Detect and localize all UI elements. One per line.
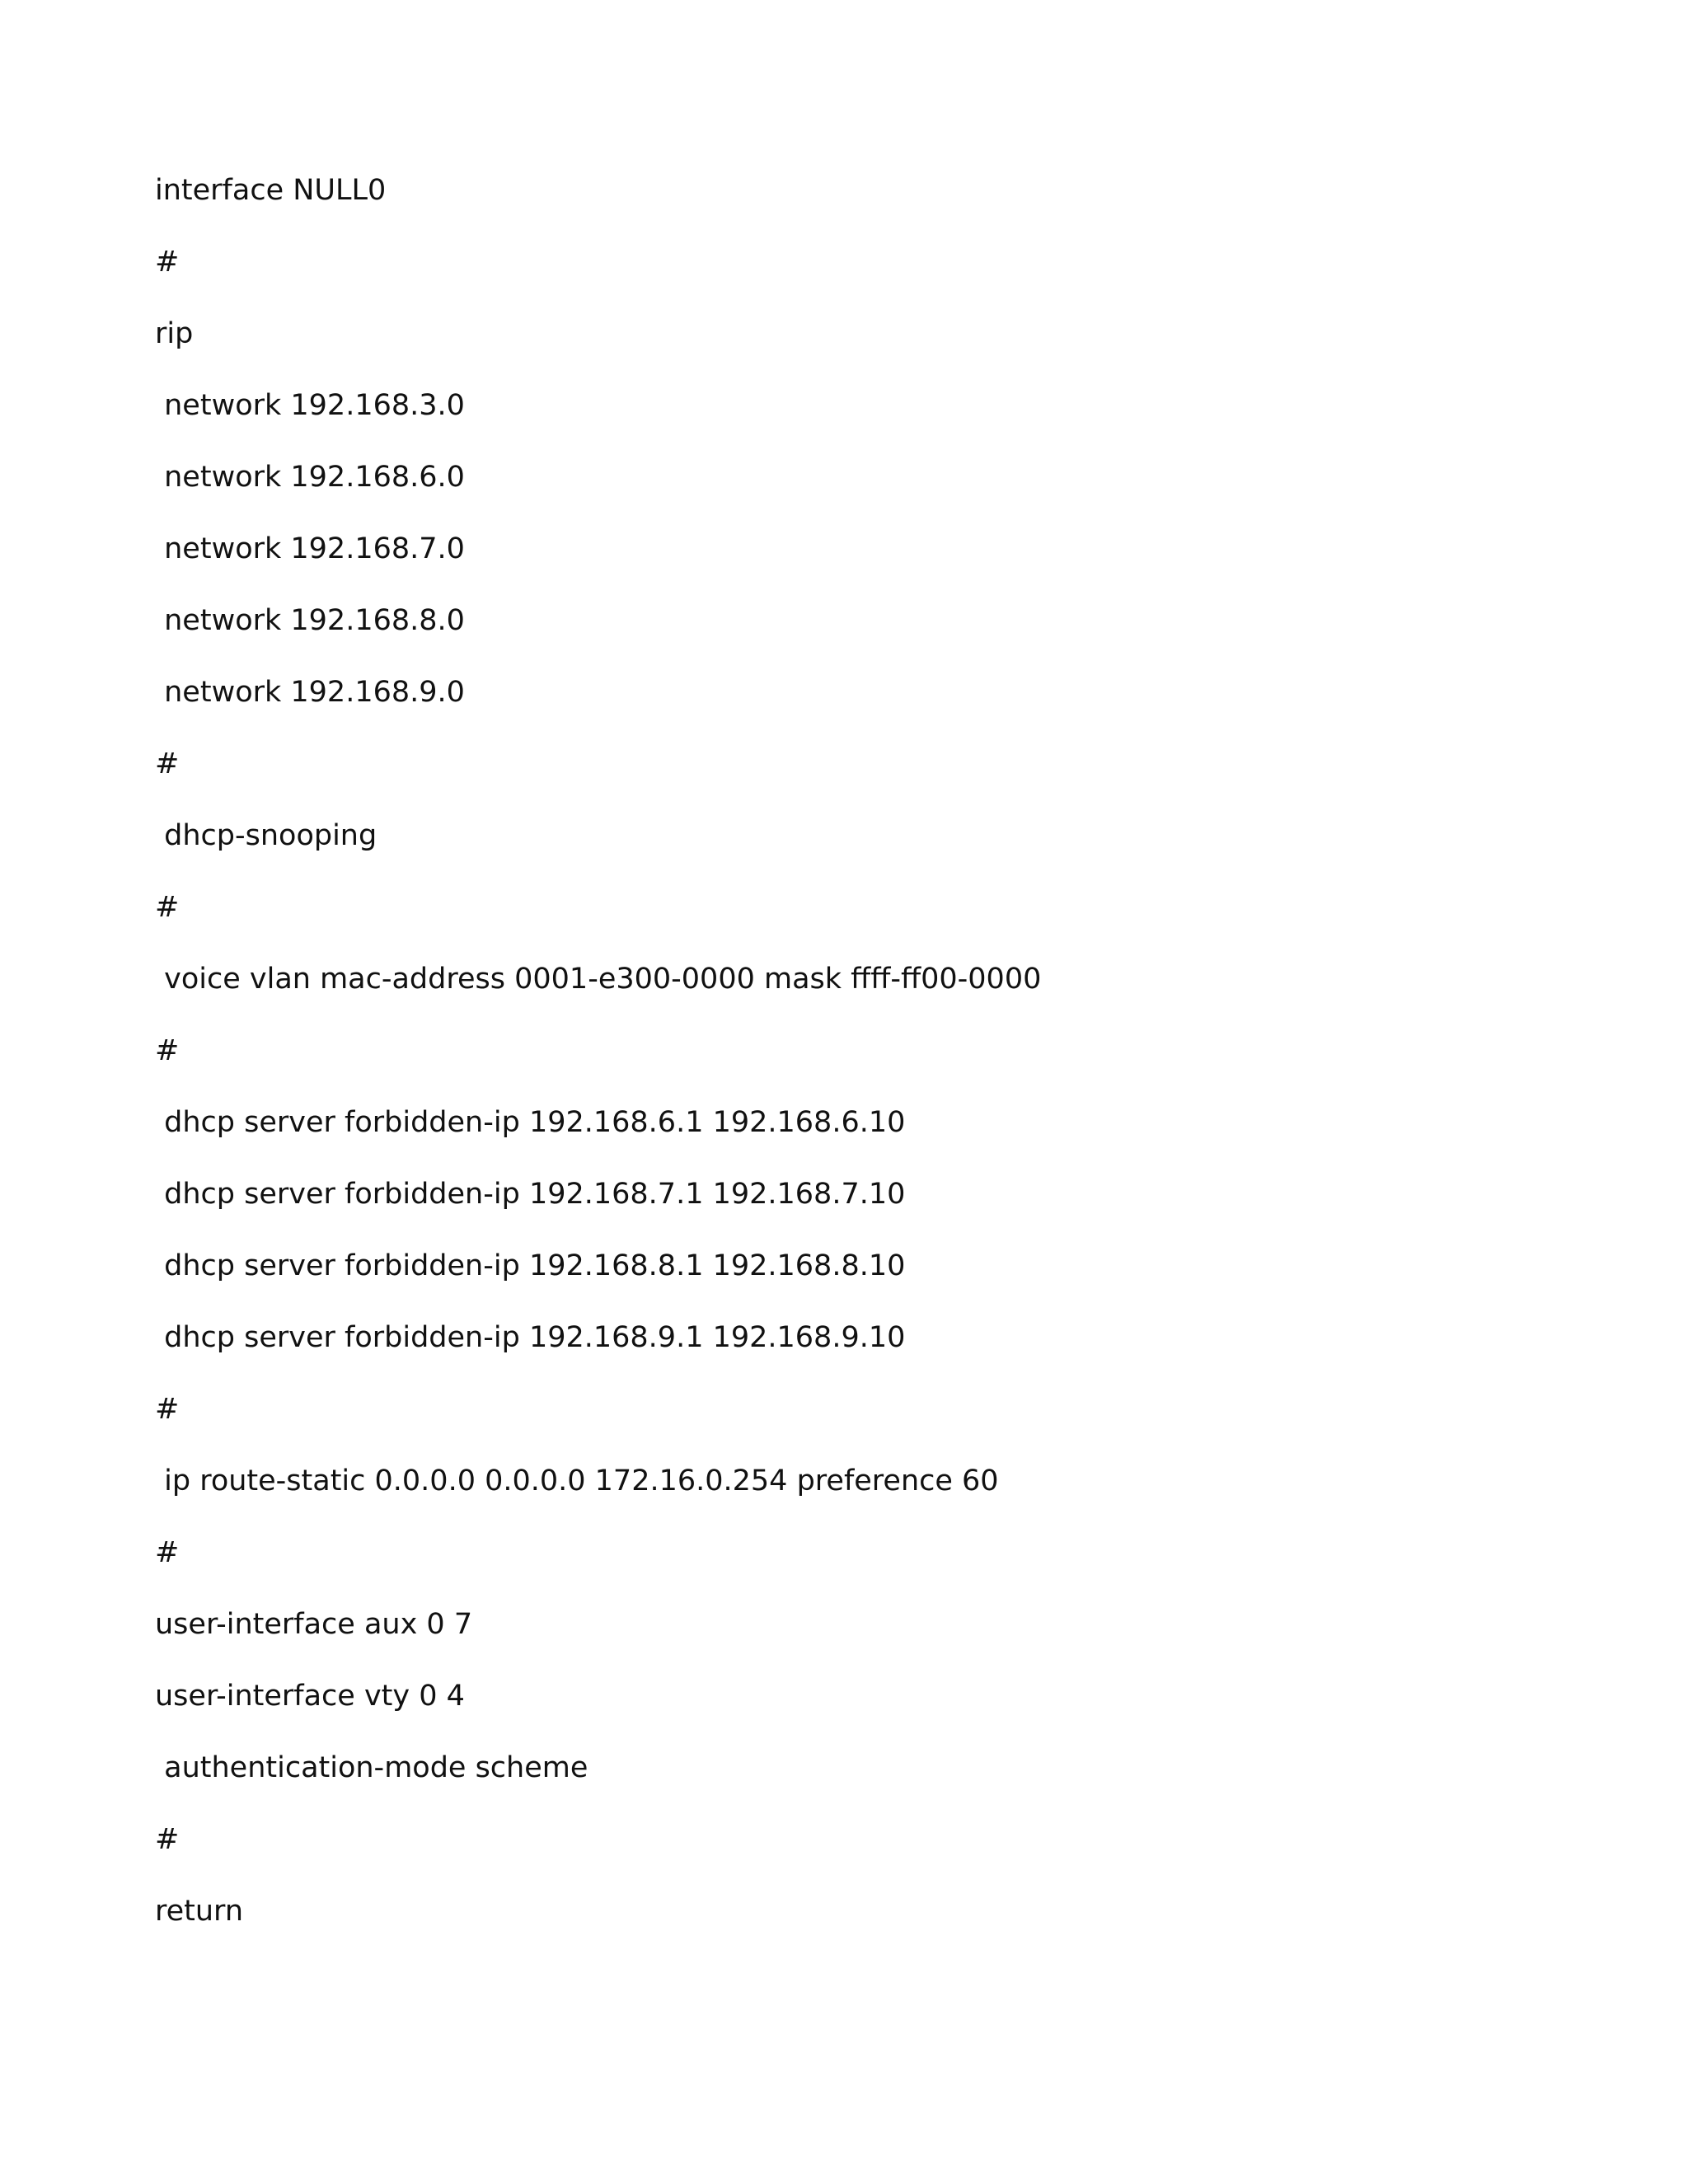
config-line: network 192.168.3.0 [155,389,465,422]
config-line: user-interface vty 0 4 [155,1680,465,1713]
config-line: voice vlan mac-address 0001-e300-0000 mask ffff-ff00-0000 [155,963,1042,996]
config-line: rip [155,317,194,350]
config-line: # [155,891,180,924]
config-line: dhcp server forbidden-ip 192.168.6.1 192.168.6.10 [155,1106,906,1139]
config-line: network 192.168.9.0 [155,676,465,709]
config-line: # [155,1034,180,1067]
config-line: network 192.168.8.0 [155,604,465,637]
config-line: dhcp-snooping [155,819,377,852]
config-line: authentication-mode scheme [155,1751,588,1784]
config-line: network 192.168.6.0 [155,461,465,494]
config-line: # [155,748,180,780]
config-line: network 192.168.7.0 [155,532,465,565]
config-line: # [155,1536,180,1569]
config-line: user-interface aux 0 7 [155,1608,473,1641]
config-line: # [155,1823,180,1856]
config-listing [155,155,1041,1947]
config-line: interface NULL0 [155,174,387,207]
config-line: # [155,1393,180,1426]
config-line: dhcp server forbidden-ip 192.168.9.1 192.168.9.10 [155,1321,906,1354]
config-line: dhcp server forbidden-ip 192.168.7.1 192.168.7.10 [155,1178,906,1211]
config-line: dhcp server forbidden-ip 192.168.8.1 192.168.8.10 [155,1249,906,1282]
config-line: return [155,1895,244,1928]
config-line: # [155,246,180,279]
config-line: ip route-static 0.0.0.0 0.0.0.0 172.16.0.254 preference 60 [155,1465,999,1497]
